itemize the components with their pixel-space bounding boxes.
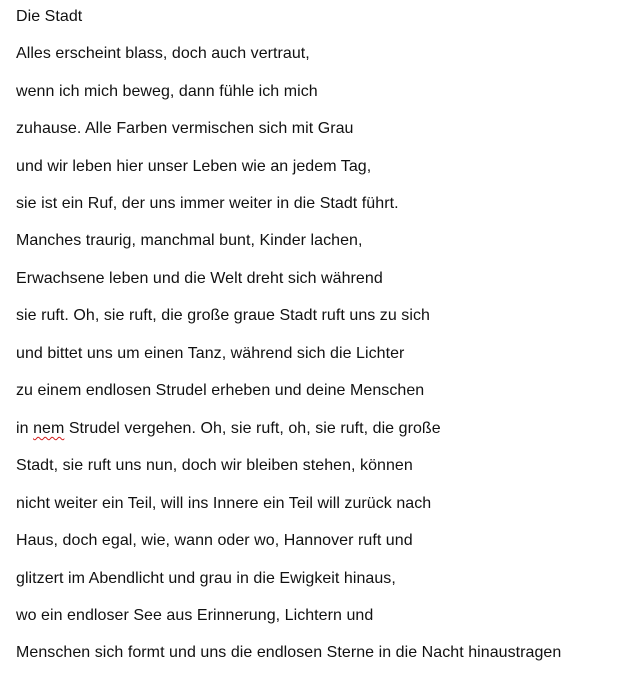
poem-line: und bittet uns um einen Tanz, während sich die Lichter [16, 345, 405, 362]
poem-line: Erwachsene leben und die Welt dreht sich während [16, 270, 383, 287]
poem-line: wenn ich mich beweg, dann fühle ich mich [16, 83, 318, 100]
poem-line-suffix: Strudel vergehen. Oh, sie ruft, oh, sie ruft, die große [64, 420, 441, 437]
poem-line: sie ist ein Ruf, der uns immer weiter in die Stadt führt. [16, 195, 399, 212]
spellcheck-flagged-word[interactable]: nem [33, 420, 65, 437]
poem-line: Stadt, sie ruft uns nun, doch wir bleiben stehen, können [16, 457, 413, 474]
poem-line: zu einem endlosen Strudel erheben und deine Menschen [16, 382, 425, 399]
poem-line: Manches traurig, manchmal bunt, Kinder lachen, [16, 232, 363, 249]
poem-line: Menschen sich formt und uns die endlosen Sterne in die Nacht hinaustragen [16, 644, 562, 661]
document-title: Die Stadt [16, 8, 83, 25]
poem-line: zuhause. Alle Farben vermischen sich mit Grau [16, 120, 354, 137]
poem-line: sie ruft. Oh, sie ruft, die große graue Stadt ruft uns zu sich [16, 307, 430, 324]
poem-line: nicht weiter ein Teil, will ins Innere ein Teil will zurück nach [16, 495, 432, 512]
poem-line: und wir leben hier unser Leben wie an jedem Tag, [16, 158, 372, 175]
poem-line [16, 417, 441, 441]
poem-line: glitzert im Abendlicht und grau in die Ewigkeit hinaus, [16, 570, 396, 587]
poem-line: Alles erscheint blass, doch auch vertraut, [16, 45, 310, 62]
poem-line: Haus, doch egal, wie, wann oder wo, Hannover ruft und [16, 532, 413, 549]
poem-line: wo ein endloser See aus Erinnerung, Lichtern und [16, 607, 374, 624]
poem-line-prefix: in [16, 420, 34, 437]
